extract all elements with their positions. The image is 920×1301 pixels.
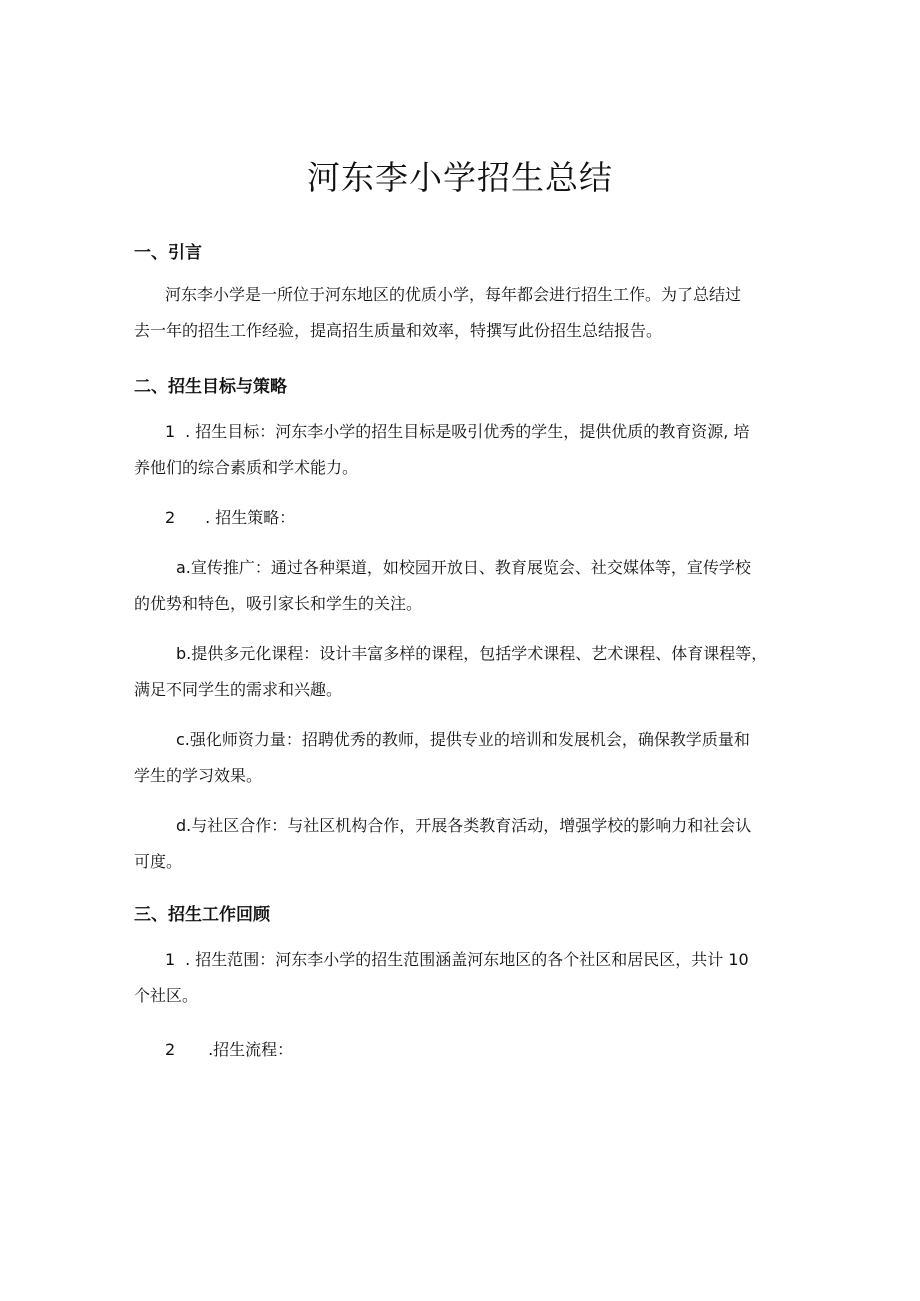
strategy-a-line-1: a.宣传推广：通过各种渠道，如校园开放日、教育展览会、社交媒体等，宣传学校	[176, 558, 751, 577]
item-text: . 招生策略：	[205, 508, 296, 527]
strategy-d-line-1: d.与社区合作：与社区机构合作，开展各类教育活动，增强学校的影响力和社会认	[176, 816, 752, 835]
section-heading-review: 三、招生工作回顾	[134, 905, 270, 925]
page-title: 河东李小学招生总结	[307, 158, 613, 197]
section-heading-intro: 一、引言	[134, 243, 202, 263]
strategy-c-line-1: c.强化师资力量：招聘优秀的教师，提供专业的培训和发展机会，确保教学质量和	[176, 730, 750, 749]
item-text: . 招生目标：河东李小学的招生目标是吸引优秀的学生，提供优质的教育资源, 培	[185, 422, 750, 441]
strategy-c-line-2: 学生的学习效果。	[134, 766, 263, 785]
item-number: 2	[165, 1040, 176, 1059]
strategy-b-line-1: b.提供多元化课程：设计丰富多样的课程，包括学术课程、艺术课程、体育课程等，	[176, 644, 768, 663]
item-number: 2	[165, 508, 176, 527]
item-number: 1	[165, 950, 176, 969]
goal-item-line-1	[165, 414, 749, 450]
intro-line-2: 去一年的招生工作经验，提高招生质量和效率，特撰写此份招生总结报告。	[134, 321, 663, 340]
review-item-1-line-1	[165, 942, 749, 978]
item-text: . 招生范围：河东李小学的招生范围涵盖河东地区的各个社区和居民区，共计 10	[185, 950, 749, 969]
strategy-d-line-2: 可度。	[134, 852, 183, 871]
goal-item-line-2: 养他们的综合素质和学术能力。	[134, 458, 359, 477]
intro-line-1: 河东李小学是一所位于河东地区的优质小学，每年都会进行招生工作。为了总结过	[165, 285, 742, 304]
item-text: .招生流程：	[208, 1040, 294, 1059]
item-number: 1	[165, 422, 176, 441]
strategy-item	[165, 500, 295, 536]
section-heading-goals-strategy: 二、招生目标与策略	[134, 377, 287, 397]
review-item-1-line-2: 个社区。	[134, 986, 199, 1005]
strategy-b-line-2: 满足不同学生的需求和兴趣。	[134, 680, 343, 699]
review-item-2	[165, 1032, 293, 1068]
strategy-a-line-2: 的优势和特色，吸引家长和学生的关注。	[134, 594, 423, 613]
